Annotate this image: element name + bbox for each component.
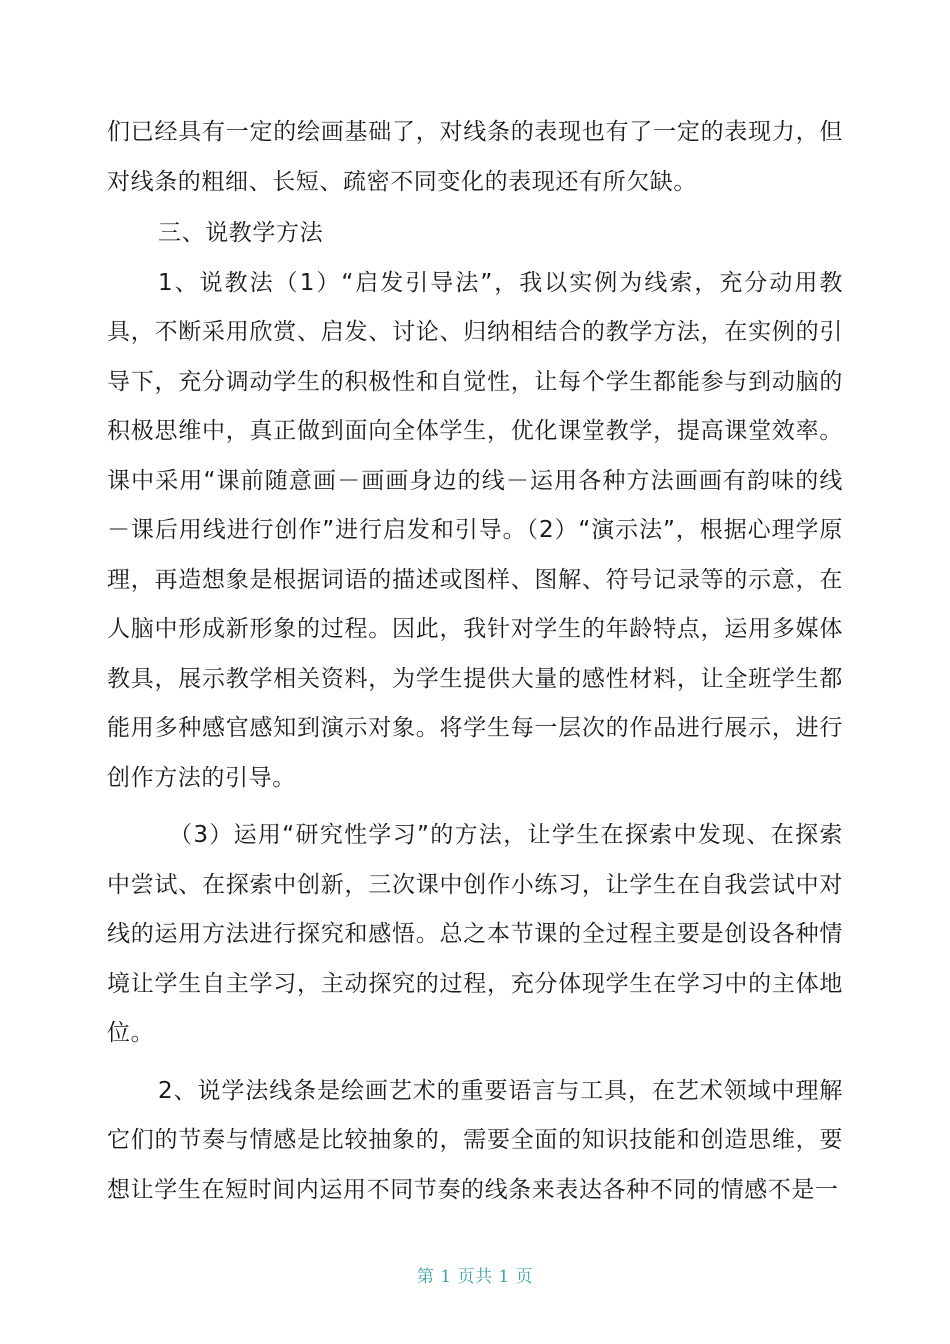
page-number-footer: 第 1 页共 1 页 <box>416 1267 534 1287</box>
paragraph-learning-method: 2、说学法线条是绘画艺术的重要语言与工具，在艺术领域中理解它们的节奏与情感是比较抽象的，需要全面的知识技能和创造思维，要想让学生在短时间内运用不同节奏的线条来表达各种不同的情感不是一 <box>107 1077 843 1203</box>
paragraph-continuation: 们已经具有一定的绘画基础了，对线条的表现也有了一定的表现力，但对线条的粗细、长短、疏密不同变化的表现还有所欠缺。 <box>107 119 843 195</box>
section-heading-teaching-methods: 三、说教学方法 <box>158 220 324 246</box>
document-body <box>107 108 843 1215</box>
paragraph-teaching-method: 1、说教法（1）“启发引导法”，我以实例为线索，充分动用教具，不断采用欣赏、启发、讨论、归纳相结合的教学方法，在实例的引导下，充分调动学生的积极性和自觉性，让每个学生都能参与到动脑的积极思维中，真正做到面向全体学生，优化课堂教学，提高课堂效率。课中采用“课前随意画－画画身边的线－运用各种方法画画有韵味的线－课后用线进行创作”进行启发和引导。（2）“演示法”，根据心理学原理，再造想象是根据词语的描述或图样、图解、符号记录等的示意，在人脑中形成新形象的过程。因此，我针对学生的年龄特点，运用多媒体教具，展示教学相关资料，为学生提供大量的感性材料，让全班学生都能用多种感官感知到演示对象。将学生每一层次的作品进行展示，进行创作方法的引导。 <box>107 269 843 791</box>
paragraph-research-learning: （3）运用“研究性学习”的方法，让学生在探索中发现、在探索中尝试、在探索中创新，三次课中创作小练习，让学生在自我尝试中对线的运用方法进行探究和感悟。总之本节课的全过程主要是创设各种情境让学生自主学习，主动探究的过程，充分体现学生在学习中的主体地位。 <box>107 822 843 1046</box>
